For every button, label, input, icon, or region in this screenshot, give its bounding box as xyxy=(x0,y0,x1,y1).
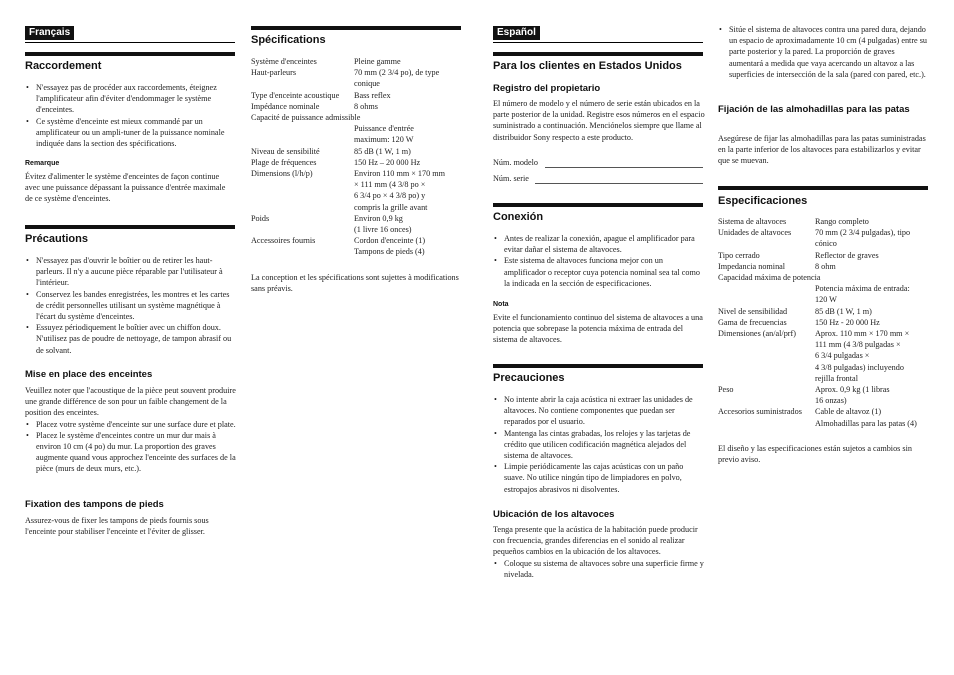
list-item: • Placez votre système d'enceinte sur une surface dure et plate. xyxy=(25,419,237,430)
list-item: • Placez le système d'enceintes contre un mur dur mais à environ 10 cm (4 po) du mur. La proportion des graves augmente quand vous approchez l'enceinte des surfaces de la pièce (murs de deux murs, etc.). xyxy=(25,430,237,475)
spec-label: Sistema de altavoces xyxy=(718,217,787,226)
spec-value: 8 ohm xyxy=(815,261,836,271)
list-item: • No intente abrir la caja acústica ni extraer las unidades de altavoces. No contiene componentes que puedan ser reparados por el usuario. xyxy=(493,394,705,428)
fijacion-text: Asegúrese de fijar las almohadillas para las patas suministradas en la parte inferior de los altavoces para estabilizarlos y evitar que se muevan. xyxy=(718,134,926,166)
modelo-label: Núm. modelo xyxy=(493,158,539,167)
spec-value: Rango completo xyxy=(815,217,869,226)
spec-row xyxy=(718,317,930,328)
spec-label: Impédance nominale xyxy=(251,101,320,111)
section-title-raccordement: Raccordement xyxy=(25,60,102,72)
language-tag-french: Français xyxy=(25,26,74,40)
spec-label: Dimensions (l/h/p) xyxy=(251,169,313,179)
section-title-mise: Mise en place des enceintes xyxy=(25,369,153,380)
section-title-specifications: Spécifications xyxy=(251,34,326,46)
spec-row xyxy=(251,67,463,89)
section-title-fijacion: Fijación de las almohadillas para las patas xyxy=(718,104,910,115)
section-bar xyxy=(493,203,703,207)
spec-label: Haut-parleurs xyxy=(251,68,297,78)
spec-label: Dimensiones (an/al/prf) xyxy=(718,329,796,339)
mise-content: Veuillez noter que l'acoustique de la pièce peut souvent produire une grande différence de son pour un faible changement de la position des enceintes. • Placez votre système d'enceinte sur une surface dure et plate. • Placez le système d'enceintes contre un mur dur mais à environ 10 cm (4 po) du mur. La proportion des graves augmente quand vous approchez l'enceinte des surfaces de la pièce (murs de deux murs, etc.). xyxy=(25,385,237,475)
divider xyxy=(493,42,703,43)
list-item: • N'essayez pas d'ouvrir le boîtier ou de retirer les haut-parleurs. Il n'y a aucune pièce réparable par l'utilisateur à l'intérieur. xyxy=(25,255,237,289)
nota-text: Evite el funcionamiento continuo del sistema de altavoces a una potencia que sobrepase la potencia máxima de entrada del sistema de altavoces. xyxy=(493,313,703,345)
spec-label xyxy=(251,123,354,145)
section-title-fixation: Fixation des tampons de pieds xyxy=(25,499,164,510)
remarque-text: Évitez d'alimenter le système d'enceintes de façon continue avec une puissance dépassant la puissance d'entrée maximale de ce système d'enceintes. xyxy=(25,172,226,204)
list-item: • Antes de realizar la conexión, apague el amplificador para evitar dañar el sistema de altavoces. xyxy=(493,233,705,255)
spec-row xyxy=(718,216,930,227)
list-item: • Conservez les bandes enregistrées, les montres et les cartes de crédit personnelles utilisant un système magnétique à l'écart du système d'enceintes. xyxy=(25,289,237,323)
spec-value: Environ 110 mm × 170 mm × 111 mm (4 3/8 po × 6 3/4 po × 4 3/8 po) y compris la grille avant xyxy=(354,169,445,212)
nota-label: Nota xyxy=(493,301,509,308)
spec-label xyxy=(718,283,815,305)
spec-label: Poids xyxy=(251,213,270,223)
spec-label: Système d'enceintes xyxy=(251,57,317,66)
spec-value: Potencia máxima de entrada: 120 W xyxy=(815,284,910,305)
spec-row xyxy=(718,283,930,305)
spec-row xyxy=(251,235,463,257)
section-title-especificaciones: Especificaciones xyxy=(718,195,808,207)
section-bar xyxy=(493,52,703,56)
precauciones-list xyxy=(493,394,705,495)
spec-row xyxy=(718,306,930,317)
language-tag-spanish: Español xyxy=(493,26,540,40)
serie-label: Núm. serie xyxy=(493,174,529,183)
specs-footer-french: La conception et les spécifications sont sujettes à modifications sans préavis. xyxy=(251,273,459,294)
spec-value: Cable de altavoz (1) Almohadillas para las patas (4) xyxy=(815,407,917,428)
section-bar xyxy=(251,26,461,30)
list-item: • Sitúe el sistema de altavoces contra una pared dura, dejando un espacio de aproximadamente 10 cm (4 pulgadas) entre su parte posterior y la pared. La proporción de graves aumentará a medida que vaya acercando un altavoz a las superficies de intersección de la sala (pared con pared, etc.). xyxy=(718,24,930,80)
spec-label: Capacité de puissance admissible xyxy=(251,113,361,123)
section-title-ubicacion: Ubicación de los altavoces xyxy=(493,509,615,520)
list-item: • Limpie periódicamente las cajas acústicas con un paño suave. No utilice ningún tipo de limpiadores en polvo, estropajos abrasivos ni disolventes. xyxy=(493,461,705,495)
spec-row xyxy=(718,384,930,406)
spec-value: 70 mm (2 3/4 pulgadas), tipo cónico xyxy=(815,228,911,249)
spec-label: Unidades de altavoces xyxy=(718,228,792,238)
spec-row xyxy=(718,250,930,261)
spec-row xyxy=(718,227,930,249)
conexion-list xyxy=(493,233,705,289)
spec-label: Accessoires fournis xyxy=(251,236,316,246)
list-item: • Mantenga las cintas grabadas, los relojes y las tarjetas de crédito que utilicen codificación magnética alejados del sistema de altavoces. xyxy=(493,428,705,462)
serie-line xyxy=(535,183,703,184)
modelo-line xyxy=(545,167,703,168)
list-item: • Ce système d'enceinte est mieux commandé par un amplificateur ou un ampli-tuner de la puissance nominale indiquée dans la section des spécifications. xyxy=(25,116,237,150)
list-item: • Essuyez périodiquement le boîtier avec un chiffon doux. N'utilisez pas de poudre de nettoyage, de tampon abrasif ou de solvant. xyxy=(25,322,237,356)
spec-value: Bass reflex xyxy=(354,90,391,100)
spec-value: Aprox. 110 mm × 170 mm × 111 mm (4 3/8 pulgadas × 6 3/4 pulgadas × 4 3/8 pulgadas) incluyendo rejilla frontal xyxy=(815,329,910,383)
spec-row xyxy=(251,90,463,101)
spec-value: Environ 0,9 kg (1 livre 16 onces) xyxy=(354,213,412,235)
spec-value: 85 dB (1 W, 1 m) xyxy=(354,146,411,156)
spec-value: 8 ohms xyxy=(354,101,378,111)
section-bar xyxy=(718,186,928,190)
precautions-list xyxy=(25,255,237,356)
section-title-clientes: Para los clientes en Estados Unidos xyxy=(493,60,682,72)
section-title-precauciones: Precauciones xyxy=(493,372,565,384)
spec-label: Nivel de sensibilidad xyxy=(718,306,788,316)
specs-footer-spanish: El diseño y las especificaciones están sujetos a cambios sin previo aviso. xyxy=(718,444,912,465)
ubicacion-continued xyxy=(718,24,930,80)
spec-value: Puissance d'entrée maximum: 120 W xyxy=(354,124,414,145)
divider xyxy=(25,42,235,43)
fixation-text: Assurez-vous de fixer les tampons de pieds fournis sous l'enceinte pour stabiliser l'enceinte et l'éviter de glisser. xyxy=(25,516,209,537)
spec-table-french xyxy=(251,56,463,258)
spec-value: Pleine gamme xyxy=(354,57,401,66)
section-bar xyxy=(25,225,235,229)
remarque-label: Remarque xyxy=(25,160,60,167)
registro-text: El número de modelo y el número de serie están ubicados en la parte posterior de la unidad. Registre esos números en el espacio suministrado a continuación. Menciónelos siempre que llame al distribuidor Sony respecto a este producto. xyxy=(493,99,705,142)
spec-row xyxy=(718,272,930,283)
spec-value: 150 Hz - 20 000 Hz xyxy=(815,317,880,327)
ubicacion-content: Tenga presente que la acústica de la habitación puede producir con frecuencia, grandes diferencias en el sonido al realizar pequeños cambios en la ubicación de los altavoces. • Coloque su sistema de altavoces sobre una superficie firme y nivelada. xyxy=(493,524,705,580)
spec-label: Plage de fréquences xyxy=(251,157,317,167)
spec-value: Cordon d'enceinte (1) Tampons de pieds (4) xyxy=(354,236,426,257)
registro-title: Registro del propietario xyxy=(493,83,601,94)
spec-row xyxy=(718,406,930,428)
spec-label: Niveau de sensibilité xyxy=(251,146,320,156)
spec-label: Accesorios suministrados xyxy=(718,407,802,417)
spec-row xyxy=(251,146,463,157)
spec-label: Peso xyxy=(718,385,734,395)
spec-value: Reflector de graves xyxy=(815,250,879,260)
spec-row xyxy=(251,123,463,145)
spec-label: Impedancia nominal xyxy=(718,261,786,271)
list-item: • N'essayez pas de procéder aux raccordements, éteignez l'amplificateur afin d'éviter d'endommager le système d'enceintes. xyxy=(25,82,237,116)
list-item: • Coloque su sistema de altavoces sobre una superficie firme y nivelada. xyxy=(493,558,705,580)
section-title-precautions: Précautions xyxy=(25,233,88,245)
spec-label: Gama de frecuencias xyxy=(718,317,787,327)
spec-label: Capacidad máxima de potencia xyxy=(718,273,821,283)
spec-value: Aprox. 0,9 kg (1 libras 16 onzas) xyxy=(815,385,890,406)
spec-value: 85 dB (1 W, 1 m) xyxy=(815,306,872,316)
spec-row xyxy=(251,213,463,235)
spec-row xyxy=(251,112,463,123)
section-title-conexion: Conexión xyxy=(493,211,544,223)
spec-row xyxy=(718,328,930,384)
spec-row xyxy=(251,56,463,67)
list-item: • Este sistema de altavoces funciona mejor con un amplificador o receptor cuya potencia nominal sea tal como la indicada en la sección de especificaciones. xyxy=(493,255,705,289)
spec-label: Tipo cerrado xyxy=(718,250,760,260)
spec-table-spanish xyxy=(718,216,930,429)
spec-row xyxy=(251,157,463,168)
section-bar xyxy=(25,52,235,56)
spec-row xyxy=(718,261,930,272)
spec-value: 150 Hz – 20 000 Hz xyxy=(354,157,421,167)
spec-value: 70 mm (2 3/4 po), de type conique xyxy=(354,68,440,89)
spec-label: Type d'enceinte acoustique xyxy=(251,90,340,100)
spec-row xyxy=(251,101,463,112)
raccordement-list xyxy=(25,82,237,149)
spec-row xyxy=(251,168,463,213)
section-bar xyxy=(493,364,703,368)
